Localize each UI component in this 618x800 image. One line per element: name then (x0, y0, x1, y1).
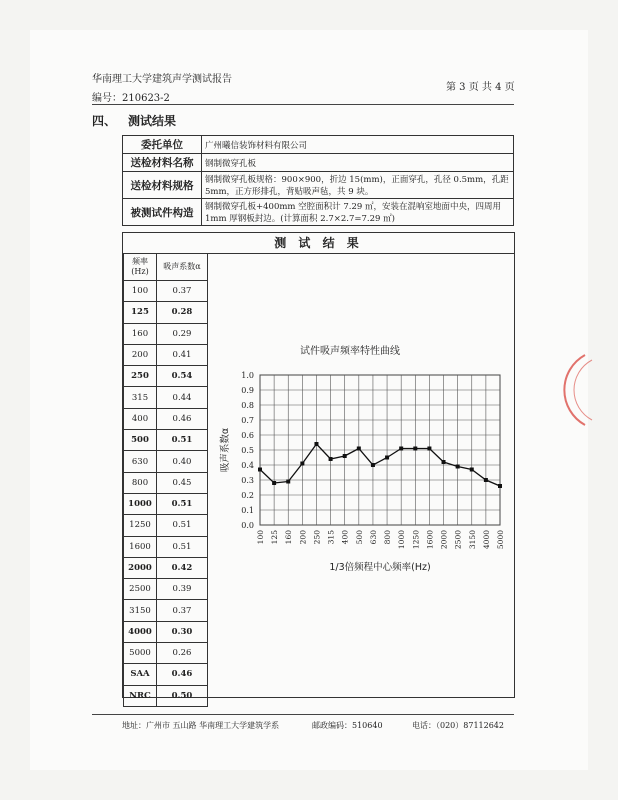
y-tick-label: 0.4 (241, 461, 254, 470)
freq-cell: 315 (124, 387, 157, 408)
table-row (124, 621, 208, 642)
table-row (124, 302, 208, 323)
data-point (427, 447, 431, 451)
freq-cell: 500 (124, 430, 157, 451)
freq-cell: 1250 (124, 515, 157, 536)
alpha-cell: 0.46 (157, 408, 208, 429)
footer-address: 地址：广州市 五山路 华南理工大学建筑学系 (122, 721, 280, 730)
alpha-cell: 0.30 (157, 621, 208, 642)
x-tick-label: 315 (326, 530, 336, 545)
data-point (399, 447, 403, 451)
y-tick-label: 0.5 (241, 446, 254, 455)
info-table (122, 135, 514, 226)
x-tick-label: 3150 (467, 530, 477, 550)
data-point (498, 484, 502, 488)
table-row (124, 579, 208, 600)
report-number: 编号：210623-2 (92, 93, 170, 104)
data-point (484, 478, 488, 482)
alpha-cell: 0.41 (157, 344, 208, 365)
red-seal-stamp (540, 350, 600, 430)
info-row (123, 154, 514, 172)
data-point (385, 456, 389, 460)
footer-postcode: 邮政编码：510640 (312, 721, 383, 730)
y-tick-label: 0.8 (241, 401, 254, 410)
info-label: 委托单位 (123, 136, 202, 154)
alpha-cell: 0.29 (157, 323, 208, 344)
table-row (124, 366, 208, 387)
table-row (124, 387, 208, 408)
info-row (123, 172, 514, 199)
data-point (470, 468, 474, 472)
alpha-cell: 0.28 (157, 302, 208, 323)
page-info: 第 3 页 共 4 页 (446, 82, 515, 93)
y-tick-label: 1.0 (241, 371, 254, 380)
x-axis-label: 1/3倍频程中心频率(Hz) (329, 562, 431, 573)
data-point (286, 480, 290, 484)
section-number: 四、 (92, 114, 117, 128)
freq-cell: 2500 (124, 579, 157, 600)
info-value: 钢制微穿孔板+400mm 空腔面积计 7.29 ㎡，安装在混响室地面中央，四周用 1mm 厚钢板封边。(计算面积 2.7×2.7=7.29 ㎡) (202, 199, 514, 226)
info-row (123, 199, 514, 226)
alpha-cell: 0.54 (157, 366, 208, 387)
table-row (124, 451, 208, 472)
freq-cell: 4000 (124, 621, 157, 642)
data-point (258, 468, 262, 472)
alpha-cell: 0.40 (157, 451, 208, 472)
table-row (124, 536, 208, 557)
table-row (124, 472, 208, 493)
x-tick-label: 2500 (453, 530, 463, 550)
x-tick-label: 100 (256, 530, 265, 545)
freq-cell: 1000 (124, 493, 157, 514)
data-point (272, 481, 276, 485)
x-tick-label: 2000 (439, 530, 449, 550)
x-tick-label: 1250 (411, 530, 421, 550)
freq-column-header: 频率(Hz) (124, 254, 157, 281)
data-point (329, 457, 333, 461)
section-heading (92, 112, 188, 129)
data-point (413, 447, 417, 451)
x-tick-label: 160 (284, 530, 294, 545)
freq-cell: SAA (124, 664, 157, 685)
x-tick-label: 800 (383, 530, 393, 545)
y-tick-label: 0.6 (241, 431, 254, 440)
alpha-cell: 0.51 (157, 515, 208, 536)
data-point (343, 454, 347, 458)
x-tick-label: 5000 (496, 530, 505, 550)
table-row (124, 493, 208, 514)
alpha-cell: 0.37 (157, 600, 208, 621)
freq-cell: 800 (124, 472, 157, 493)
alpha-column-header: 吸声系数α (157, 254, 208, 281)
table-row (124, 408, 208, 429)
results-title: 测 试 结 果 (123, 233, 514, 254)
info-value: 钢制微穿孔板 (202, 154, 514, 172)
table-row (124, 344, 208, 365)
freq-cell: 400 (124, 408, 157, 429)
data-point (442, 460, 446, 464)
y-tick-label: 0.0 (241, 521, 254, 530)
freq-cell: 100 (124, 281, 157, 302)
table-row (124, 430, 208, 451)
alpha-cell: 0.45 (157, 472, 208, 493)
y-axis-label: 吸声系数α (220, 427, 231, 473)
data-point (300, 462, 304, 466)
freq-cell: 630 (124, 451, 157, 472)
x-tick-label: 400 (340, 530, 350, 545)
x-tick-label: 4000 (481, 530, 491, 550)
report-header-title: 华南理工大学建筑声学测试报告 (92, 74, 232, 85)
data-point (456, 465, 460, 469)
x-tick-label: 1600 (425, 530, 435, 550)
table-row (124, 643, 208, 664)
alpha-cell: 0.26 (157, 643, 208, 664)
x-tick-label: 1000 (397, 530, 407, 550)
x-tick-label: 500 (354, 530, 364, 545)
freq-cell: 1600 (124, 536, 157, 557)
alpha-cell: 0.51 (157, 493, 208, 514)
table-row (124, 281, 208, 302)
table-row (124, 685, 208, 706)
table-row (124, 323, 208, 344)
info-value: 钢制微穿孔板规格：900×900，折边 15(mm)，正面穿孔，孔径 0.5mm，孔距 5mm，正方形排孔，背贴吸声毡，共 9 块。 (202, 172, 514, 199)
alpha-cell: 0.50 (157, 685, 208, 706)
x-tick-label: 125 (270, 530, 280, 545)
table-row (124, 515, 208, 536)
alpha-cell: 0.39 (157, 579, 208, 600)
freq-cell: 3150 (124, 600, 157, 621)
alpha-cell: 0.44 (157, 387, 208, 408)
table-row (124, 557, 208, 578)
freq-cell: 5000 (124, 643, 157, 664)
data-point (314, 442, 318, 446)
alpha-cell: 0.37 (157, 281, 208, 302)
x-tick-label: 630 (368, 530, 378, 545)
results-header-row (124, 254, 208, 281)
alpha-cell: 0.51 (157, 536, 208, 557)
freq-cell: 160 (124, 323, 157, 344)
results-table (123, 253, 208, 707)
table-row (124, 600, 208, 621)
y-tick-label: 0.3 (241, 476, 254, 485)
x-tick-label: 250 (312, 530, 322, 545)
freq-cell: 2000 (124, 557, 157, 578)
footer-phone: 电话：（020）87112642 (412, 721, 504, 730)
alpha-cell: 0.42 (157, 557, 208, 578)
header-divider (92, 104, 514, 105)
info-row (123, 136, 514, 154)
y-tick-label: 0.9 (241, 386, 254, 395)
alpha-cell: 0.51 (157, 430, 208, 451)
absorption-chart (200, 340, 505, 580)
y-tick-label: 0.1 (241, 506, 254, 515)
x-tick-label: 200 (298, 530, 308, 545)
chart-title: 试件吸声频率特性曲线 (300, 346, 400, 357)
info-label: 被测试件构造 (123, 199, 202, 226)
freq-cell: 250 (124, 366, 157, 387)
freq-cell: NRC (124, 685, 157, 706)
info-value: 广州曦信装饰材料有限公司 (202, 136, 514, 154)
info-label: 送检材料规格 (123, 172, 202, 199)
freq-cell: 200 (124, 344, 157, 365)
info-label: 送检材料名称 (123, 154, 202, 172)
section-title: 测试结果 (128, 114, 177, 128)
footer-divider (92, 714, 514, 715)
table-row (124, 664, 208, 685)
y-tick-label: 0.2 (241, 491, 254, 500)
freq-cell: 125 (124, 302, 157, 323)
alpha-cell: 0.46 (157, 664, 208, 685)
data-point (357, 447, 361, 451)
data-point (371, 463, 375, 467)
y-tick-label: 0.7 (241, 416, 254, 425)
